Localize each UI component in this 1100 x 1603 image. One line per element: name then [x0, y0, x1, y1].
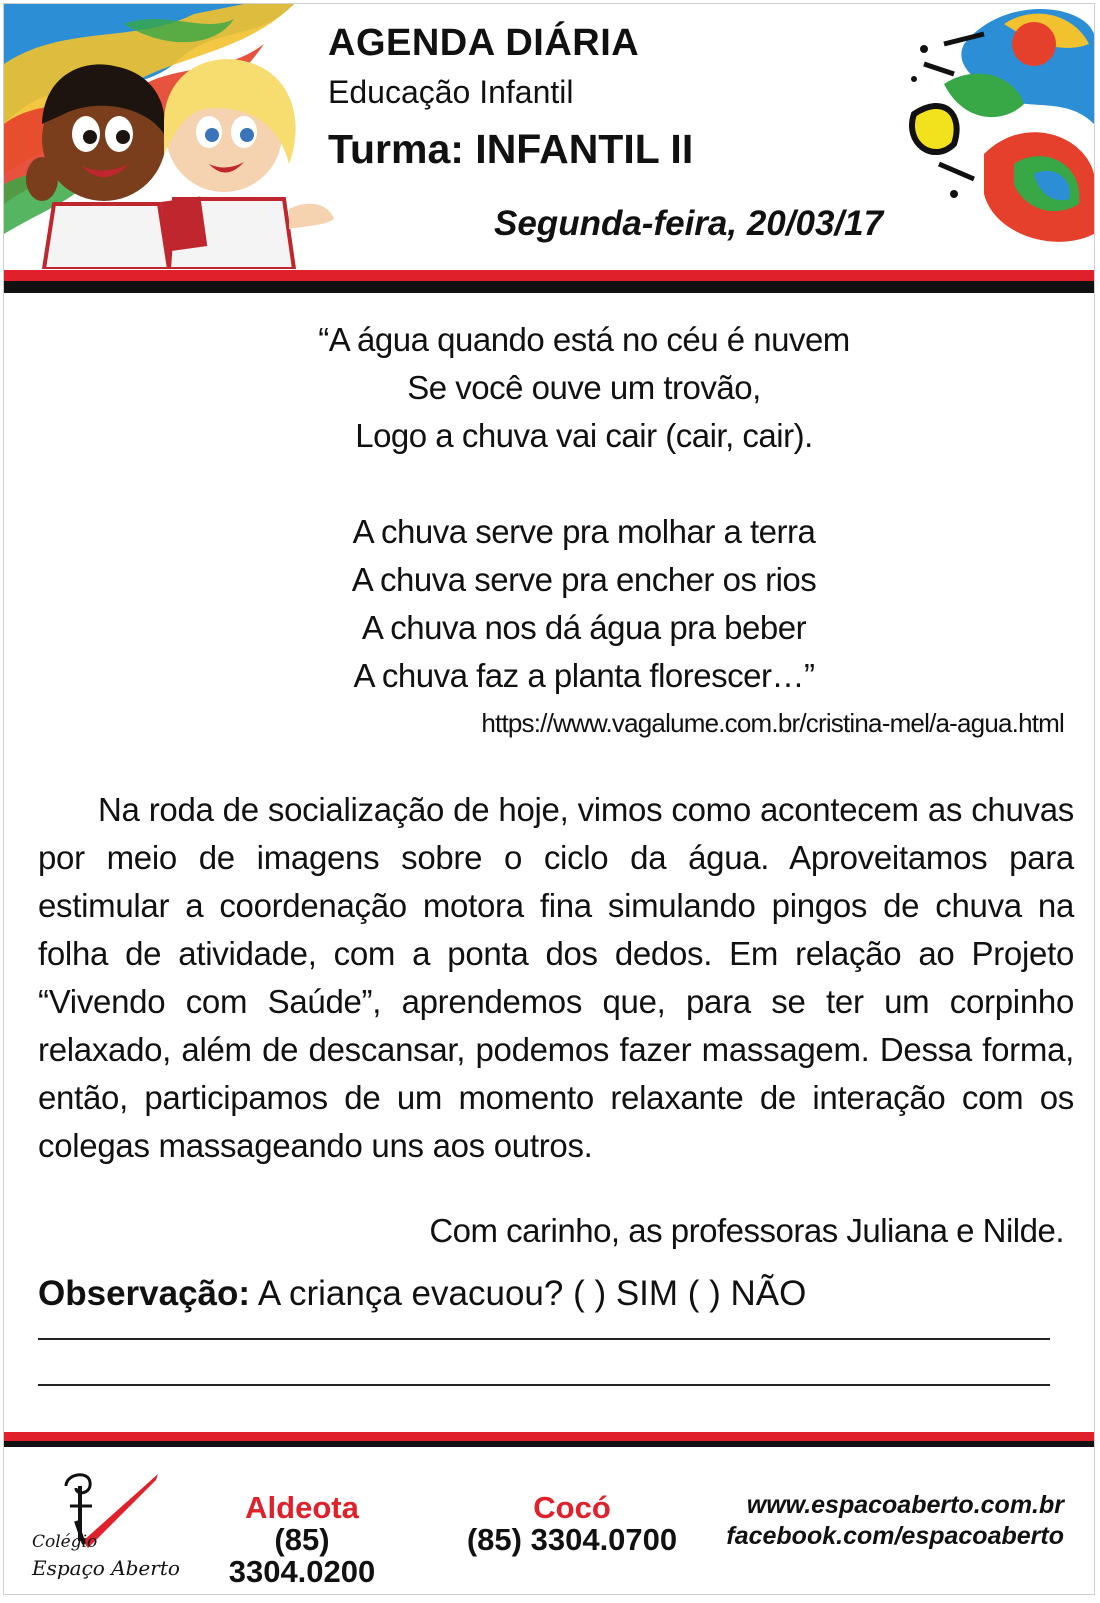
facebook-link[interactable]: facebook.com/espacoaberto — [726, 1522, 1064, 1550]
poem-line: A chuva nos dá água pra beber — [361, 609, 807, 646]
logo-text-colegio: Colégio — [32, 1532, 98, 1552]
date-label: Segunda-feira, 20/03/17 — [494, 204, 884, 243]
daily-report-paragraph: Na roda de socialização de hoje, vimos como acontecem as chuvas por meio de imagens sobre o ciclo da água. Aproveitamos para estimular a coordenação motora fina simulando pingos de chuva na folha de atividade, com a ponta dos dedos. Em relação ao Projeto “Vivendo com Saúde”, aprendemos que, para se ter um corpinho relaxado, além de descansar, podemos fazer massagem. Dessa forma, então, participamos de um momento relaxante de interação com os colegas massageando uns aos outros. — [38, 791, 1074, 1164]
website-link[interactable]: www.espacoaberto.com.br — [746, 1491, 1064, 1519]
header-black-bar — [4, 281, 1094, 293]
writing-line — [38, 1384, 1050, 1386]
class-label: Turma: INFANTIL II — [328, 126, 694, 172]
page-subtitle: Educação Infantil — [328, 74, 574, 110]
observation-question: A criança evacuou? ( ) SIM ( ) NÃO — [257, 1274, 807, 1313]
branch-name: Aldeota — [245, 1490, 359, 1525]
branch-name: Cocó — [533, 1490, 611, 1525]
poem-line: “A água quando está no céu é nuvem — [318, 321, 850, 358]
header — [4, 4, 1094, 294]
agenda-page — [3, 3, 1095, 1595]
paint-splash-decoration — [884, 4, 1094, 269]
poem-line: A chuva faz a planta florescer…” — [353, 657, 815, 694]
logo-text-name: Espaço Aberto — [32, 1556, 180, 1580]
poem-line: A chuva serve pra molhar a terra — [352, 513, 816, 550]
branch-coco — [466, 1492, 678, 1556]
page-title: AGENDA DIÁRIA — [328, 22, 640, 64]
footer-red-bar — [4, 1432, 1094, 1441]
poem-block — [4, 316, 1095, 700]
branch-aldeota — [200, 1492, 404, 1588]
footer-black-bar — [4, 1441, 1094, 1447]
branch-phone: (85) 3304.0700 — [466, 1522, 678, 1557]
poem-source-url: https://www.vagalume.com.br/cristina-mel/a-agua.html — [481, 708, 1064, 738]
kids-illustration — [4, 4, 344, 269]
observation — [38, 1274, 806, 1314]
poem-line: Logo a chuva vai cair (cair, cair). — [355, 417, 813, 454]
signoff: Com carinho, as professoras Juliana e Nilde. — [429, 1212, 1064, 1249]
poem-line: Se você ouve um trovão, — [407, 369, 761, 406]
footer-links — [726, 1490, 1064, 1552]
poem-line: A chuva serve pra encher os rios — [351, 561, 817, 598]
writing-line — [38, 1338, 1050, 1340]
branch-phone: (85) 3304.0200 — [228, 1522, 376, 1589]
observation-label: Observação: — [38, 1274, 251, 1313]
header-red-bar — [4, 270, 1094, 281]
